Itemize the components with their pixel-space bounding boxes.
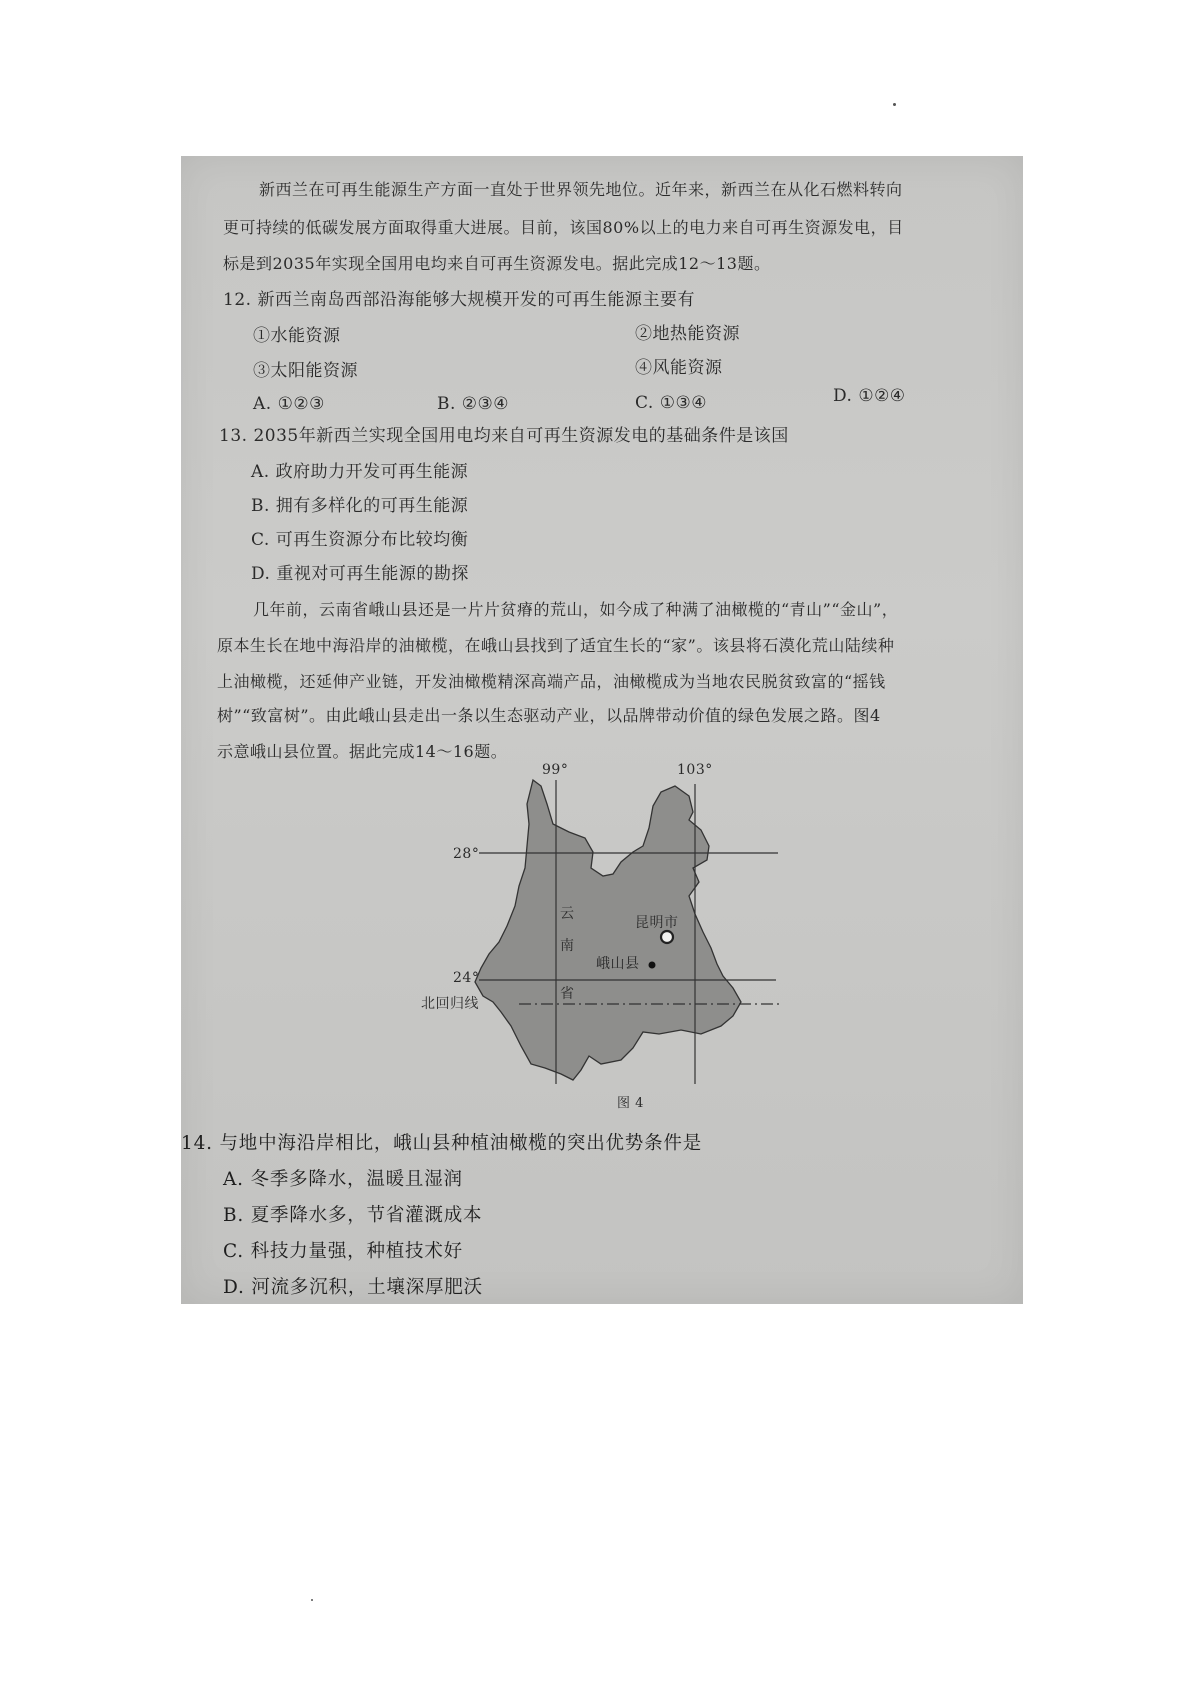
lon-label-99: 99° <box>542 762 569 778</box>
q12-option-d: D. ①②④ <box>833 386 906 406</box>
passage2-line-1: 几年前，云南省峨山县还是一片片贫瘠的荒山，如今成了种满了油橄榄的“青山”“金山”， <box>253 600 899 619</box>
passage1-line-3: 标是到2035年实现全国用电均来自可再生资源发电。据此完成12～13题。 <box>223 254 771 273</box>
yunnan-province-shape <box>475 780 741 1080</box>
q12-stem: 12. 新西兰南岛西部沿海能够大规模开发的可再生能源主要有 <box>223 290 695 310</box>
q12-option-c: C. ①③④ <box>635 393 707 413</box>
province-char-nan: 南 <box>560 938 575 954</box>
tropic-label: 北回归线 <box>421 996 479 1012</box>
q14-stem: 14. 与地中海沿岸相比，峨山县种植油橄榄的突出优势条件是 <box>181 1133 703 1154</box>
q13-option-c: C. 可再生资源分布比较均衡 <box>251 530 469 550</box>
city-label-kunming: 昆明市 <box>635 915 679 931</box>
lat-label-24: 24° <box>453 970 480 986</box>
lat-label-28: 28° <box>453 846 480 862</box>
q14-option-d: D. 河流多沉积，土壤深厚肥沃 <box>223 1277 483 1298</box>
q12-item-3: ③太阳能资源 <box>253 361 358 381</box>
county-label-eshan: 峨山县 <box>596 956 640 972</box>
passage1-line-1: 新西兰在可再生能源生产方面一直处于世界领先地位。近年来，新西兰在从化石燃料转向 <box>259 180 903 199</box>
stray-dot-bottom <box>311 1599 313 1601</box>
q14-option-b: B. 夏季降水多，节省灌溉成本 <box>223 1205 483 1226</box>
passage2-line-2: 原本生长在地中海沿岸的油橄榄，在峨山县找到了适宜生长的“家”。该县将石漠化荒山陆续种 <box>217 636 895 655</box>
q12-item-1: ①水能资源 <box>253 326 341 346</box>
passage2-line-5: 示意峨山县位置。据此完成14～16题。 <box>217 742 508 761</box>
stray-dot-top <box>893 103 896 106</box>
passage2-line-4: 树”“致富树”。由此峨山县走出一条以生态驱动产业，以品牌带动价值的绿色发展之路。图4 <box>217 706 881 725</box>
q13-option-d: D. 重视对可再生能源的勘探 <box>251 564 469 584</box>
eshan-marker <box>649 962 656 969</box>
scanned-exam-photo <box>181 156 1023 1304</box>
province-char-yun: 云 <box>560 906 575 922</box>
q12-option-a: A. ①②③ <box>253 394 325 414</box>
q14-option-a: A. 冬季多降水，温暖且湿润 <box>223 1169 463 1190</box>
q12-option-b: B. ②③④ <box>437 394 510 414</box>
q14-option-c: C. 科技力量强，种植技术好 <box>223 1241 463 1262</box>
q13-option-a: A. 政府助力开发可再生能源 <box>251 462 469 482</box>
q13-stem: 13. 2035年新西兰实现全国用电均来自可再生资源发电的基础条件是该国 <box>219 426 789 446</box>
q12-item-2: ②地热能资源 <box>635 324 740 344</box>
lon-label-103: 103° <box>677 762 713 778</box>
q12-item-4: ④风能资源 <box>635 358 723 378</box>
passage1-line-2: 更可持续的低碳发展方面取得重大进展。目前，该国80%以上的电力来自可再生资源发电，目 <box>223 218 904 237</box>
province-char-sheng: 省 <box>560 986 575 1002</box>
map-caption: 图 4 <box>617 1096 644 1111</box>
q13-option-b: B. 拥有多样化的可再生能源 <box>251 496 469 516</box>
passage2-line-3: 上油橄榄，还延伸产业链，开发油橄榄精深高端产品，油橄榄成为当地农民脱贫致富的“摇钱 <box>217 672 886 691</box>
